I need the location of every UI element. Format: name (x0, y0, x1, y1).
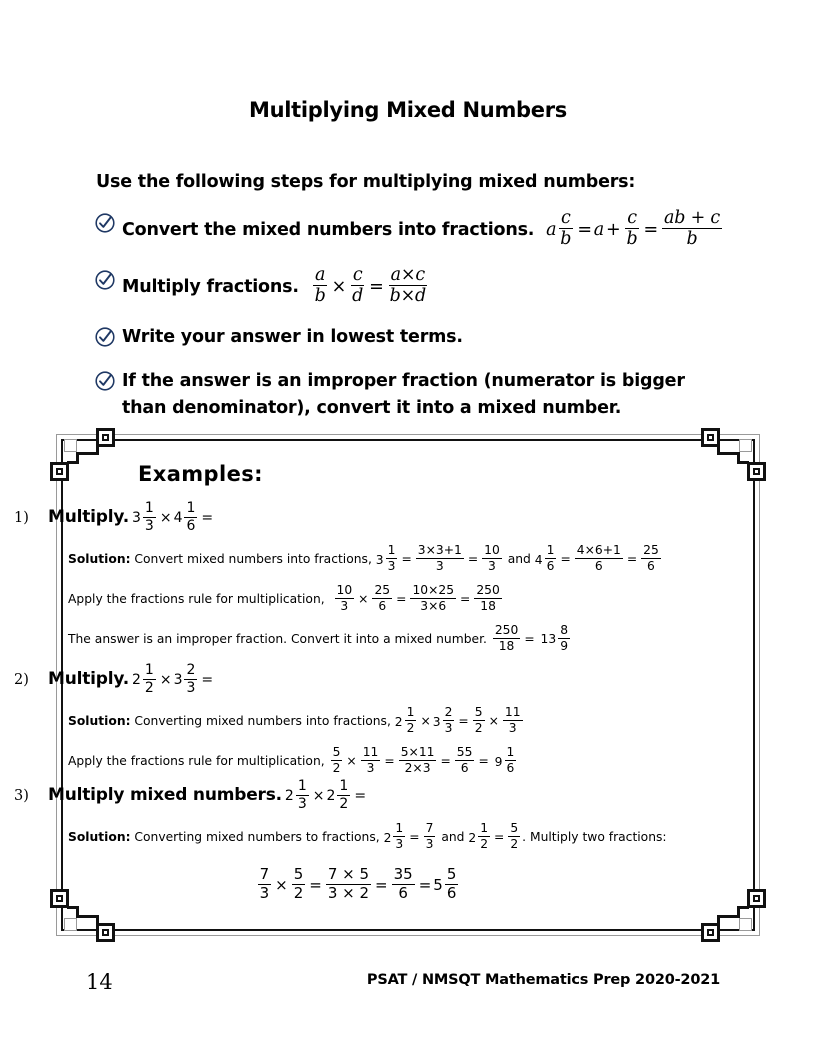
fraction: $\frac{3\times 3+1}{3}$ (417, 543, 462, 574)
corner-step-bl-v2 (76, 906, 79, 918)
corner-ornament-top-right-b (747, 462, 766, 481)
whole: 5 (433, 875, 443, 894)
fraction-axc-over-bxd: $\frac{a\times c}{b\times d}$ (389, 264, 427, 307)
equals: = (494, 830, 505, 845)
times: × (346, 754, 357, 769)
example-1-solution-line-1 (0, 545, 716, 574)
equals-2: = (643, 219, 658, 240)
fraction: $\frac{10}{3}$ (484, 543, 500, 574)
equals: = (524, 631, 535, 646)
fraction: $\frac{5}{2}$ (332, 745, 341, 776)
whole-1: 2 (131, 672, 141, 689)
times-sign: × (159, 510, 172, 527)
times-sign: × (331, 276, 347, 297)
example-1-solution-line-2 (0, 585, 716, 614)
fraction: $\frac{4\times 6+1}{6}$ (576, 543, 621, 574)
whole-2: 3 (173, 672, 183, 689)
solution-math (375, 543, 663, 574)
fraction-2: $\frac{1}{2}$ (339, 778, 349, 812)
example-3-final-equation (0, 865, 716, 903)
corner-step-tl-v2 (76, 452, 79, 464)
solution-text: Convert mixed numbers into fractions, (134, 552, 372, 567)
check-circle-icon (94, 370, 116, 392)
step-item-4 (94, 368, 734, 422)
solution-prefix: Solution: (68, 714, 131, 729)
fraction-2: $\frac{1}{6}$ (186, 500, 196, 534)
equals-sign: = (201, 672, 214, 689)
fraction: $\frac{1}{6}$ (506, 745, 515, 776)
fraction: $\frac{5}{2}$ (510, 821, 519, 852)
examples-heading: Examples: (138, 462, 263, 486)
solution-prefix: Solution: (68, 552, 131, 567)
example-2-expression (132, 664, 215, 696)
step-body-1 (122, 210, 734, 250)
whole: 9 (494, 754, 503, 769)
corner-ornament-top-right-hollow (739, 439, 752, 452)
fraction: $\frac{10\times 25}{3\times 6}$ (412, 583, 455, 614)
conjunction: and (441, 830, 465, 845)
example-2-label: Multiply. (48, 669, 129, 690)
example-1-label: Multiply. (48, 507, 129, 528)
solution-math (491, 623, 572, 653)
equals: = (409, 830, 420, 845)
fraction: $\frac{1}{6}$ (546, 543, 555, 574)
times: × (488, 714, 499, 729)
times: × (420, 714, 431, 729)
solution-prefix: Solution: (68, 830, 131, 845)
fraction: $\frac{1}{3}$ (387, 543, 396, 574)
step-formula-1 (540, 208, 724, 250)
corner-ornament-bottom-right-a (701, 923, 720, 942)
footer-book-title: PSAT / NMSQT Mathematics Prep 2020-2021 (366, 972, 720, 988)
corner-step-br-h (717, 915, 739, 918)
step-label-1: Convert the mixed numbers into fractions. (122, 219, 535, 240)
fraction: $\frac{250}{18}$ (476, 583, 500, 614)
corner-ornament-bottom-right-b (747, 889, 766, 908)
check-circle-icon (94, 212, 116, 234)
fraction: $\frac{7}{3}$ (425, 821, 434, 852)
example-3-label: Multiply mixed numbers. (48, 785, 282, 806)
equals-1: = (577, 219, 592, 240)
fraction-1: $\frac{1}{2}$ (144, 662, 154, 696)
fraction: $\frac{1}{2}$ (406, 705, 415, 736)
step-body-2 (122, 264, 734, 307)
whole: 2 (394, 714, 403, 729)
solution-tail: . Multiply two fractions: (522, 830, 667, 845)
whole: 2 (468, 830, 477, 845)
fraction: $\frac{10}{3}$ (336, 583, 353, 614)
equals: = (396, 592, 407, 607)
example-3-solution-line-1 (0, 823, 716, 852)
corner-ornament-top-left-a (96, 428, 115, 447)
example-2 (0, 664, 716, 776)
whole-1: 2 (284, 788, 294, 805)
intro-text: Use the following steps for multiplying mixed numbers: (96, 172, 636, 192)
fraction-1: $\frac{1}{3}$ (297, 778, 307, 812)
equals: = (440, 754, 451, 769)
fraction: $\frac{7}{3}$ (259, 865, 270, 902)
step-item-1 (94, 210, 734, 250)
solution-text: Apply the fractions rule for multiplication, (68, 754, 325, 769)
example-3-expression (285, 780, 368, 812)
whole: 3 (432, 714, 441, 729)
equals: = (458, 714, 469, 729)
example-2-head (0, 664, 716, 696)
equals: = (401, 552, 412, 567)
example-2-number: 2) (14, 672, 29, 689)
fraction: $\frac{55}{6}$ (456, 745, 473, 776)
corner-ornament-top-right-a (701, 428, 720, 447)
whole-1: 3 (131, 510, 141, 527)
fraction: $\frac{5}{2}$ (293, 865, 304, 902)
fraction: $\frac{25}{6}$ (643, 543, 659, 574)
equals: = (384, 754, 395, 769)
fraction-c-over-d: $\frac{c}{d}$ (352, 264, 364, 307)
solution-math (383, 821, 667, 852)
page-title: Multiplying Mixed Numbers (249, 98, 567, 122)
whole: 4 (534, 552, 543, 567)
footer-page-number: 14 (86, 970, 113, 994)
equals: = (418, 875, 432, 894)
var-a2: a (593, 219, 605, 240)
fraction: $\frac{250}{18}$ (494, 623, 519, 653)
corner-ornament-bottom-left-hollow (64, 918, 77, 931)
solution-text: Converting mixed numbers into fractions, (134, 714, 391, 729)
fraction-c-over-b: $\frac{c}{b}$ (560, 208, 572, 250)
corner-step-br-v (717, 915, 720, 923)
solution-text: Converting mixed numbers to fractions, (134, 830, 380, 845)
corner-step-tr-v2 (737, 452, 740, 464)
corner-ornament-top-left-b (50, 462, 69, 481)
equals: = (375, 875, 388, 894)
whole-2: 4 (173, 510, 183, 527)
whole: 3 (375, 552, 384, 567)
step-label-2: Multiply fractions. (122, 276, 299, 297)
fraction-1: $\frac{1}{3}$ (144, 500, 154, 534)
example-1-number: 1) (14, 510, 29, 527)
equals: = (478, 754, 489, 769)
fraction: $\frac{2}{3}$ (444, 705, 453, 736)
example-1-solution-line-3 (0, 625, 716, 654)
step-label-4: If the answer is an improper fraction (numerator is bigger than denominator), convert it into a mixed number. (122, 370, 685, 418)
solution-math (329, 745, 519, 776)
example-3-head (0, 780, 716, 812)
fraction: $\frac{1}{3}$ (395, 821, 404, 852)
equals-sign: = (369, 276, 384, 297)
steps-list (94, 210, 734, 439)
equals: = (560, 552, 571, 567)
solution-math (394, 705, 525, 736)
corner-ornament-top-left-hollow (64, 439, 77, 452)
equals: = (460, 592, 471, 607)
fraction: $\frac{5}{2}$ (474, 705, 483, 736)
corner-step-tr-h (717, 452, 739, 455)
corner-step-tl-v (96, 447, 99, 455)
example-1 (0, 502, 716, 654)
corner-step-bl-v (96, 915, 99, 923)
fraction: $\frac{8}{9}$ (560, 623, 569, 653)
fraction: $\frac{5}{6}$ (446, 865, 457, 902)
whole-2: 2 (326, 788, 336, 805)
fraction-a-over-b: $\frac{a}{b}$ (314, 264, 326, 307)
whole: 13 (540, 632, 557, 647)
fraction-c-over-b-2: $\frac{c}{b}$ (626, 208, 638, 250)
step-formula-2 (305, 264, 430, 307)
fraction: $\frac{25}{6}$ (374, 583, 391, 614)
example-2-solution-line-1 (0, 707, 716, 736)
times: × (275, 875, 288, 894)
fraction-2: $\frac{2}{3}$ (186, 662, 196, 696)
var-a: a (546, 219, 557, 240)
equals-sign: = (201, 510, 214, 527)
fraction: $\frac{35}{6}$ (393, 865, 413, 902)
example-1-expression (132, 502, 215, 534)
corner-step-tr-v (717, 447, 720, 455)
times-sign: × (312, 788, 325, 805)
step-label-3: Write your answer in lowest terms. (122, 326, 463, 347)
equals: = (626, 552, 638, 567)
check-circle-icon (94, 269, 116, 291)
conjunction: and (507, 552, 531, 567)
corner-ornament-bottom-right-hollow (739, 918, 752, 931)
corner-ornament-bottom-left-a (96, 923, 115, 942)
equals: = (467, 552, 479, 567)
fraction: $\frac{11}{3}$ (362, 745, 379, 776)
fraction: $\frac{7 \times 5}{3 \times 2}$ (327, 865, 370, 902)
step-item-2 (94, 264, 734, 307)
step-item-3 (94, 324, 734, 351)
whole: 2 (383, 830, 392, 845)
solution-text: Apply the fractions rule for multiplication, (68, 592, 325, 607)
plus-sign: + (606, 219, 621, 240)
equals: = (309, 875, 322, 894)
fraction-ab-plus-c-over-b: $\frac{ab + c}{b}$ (663, 208, 720, 250)
times-sign: × (159, 672, 172, 689)
example-3 (0, 780, 716, 903)
equals-sign: = (354, 788, 367, 805)
fraction: $\frac{5\times 11}{2\times 3}$ (400, 745, 435, 776)
example-2-solution-line-2 (0, 747, 716, 776)
check-circle-icon (94, 326, 116, 348)
example-1-head (0, 502, 716, 534)
example-3-number: 3) (14, 788, 29, 805)
fraction: $\frac{11}{3}$ (504, 705, 521, 736)
solution-math (329, 583, 504, 614)
corner-step-br-v2 (737, 906, 740, 918)
fraction: $\frac{1}{2}$ (480, 821, 489, 852)
times: × (358, 592, 369, 607)
solution-text: The answer is an improper fraction. Convert it into a mixed number. (68, 631, 487, 646)
